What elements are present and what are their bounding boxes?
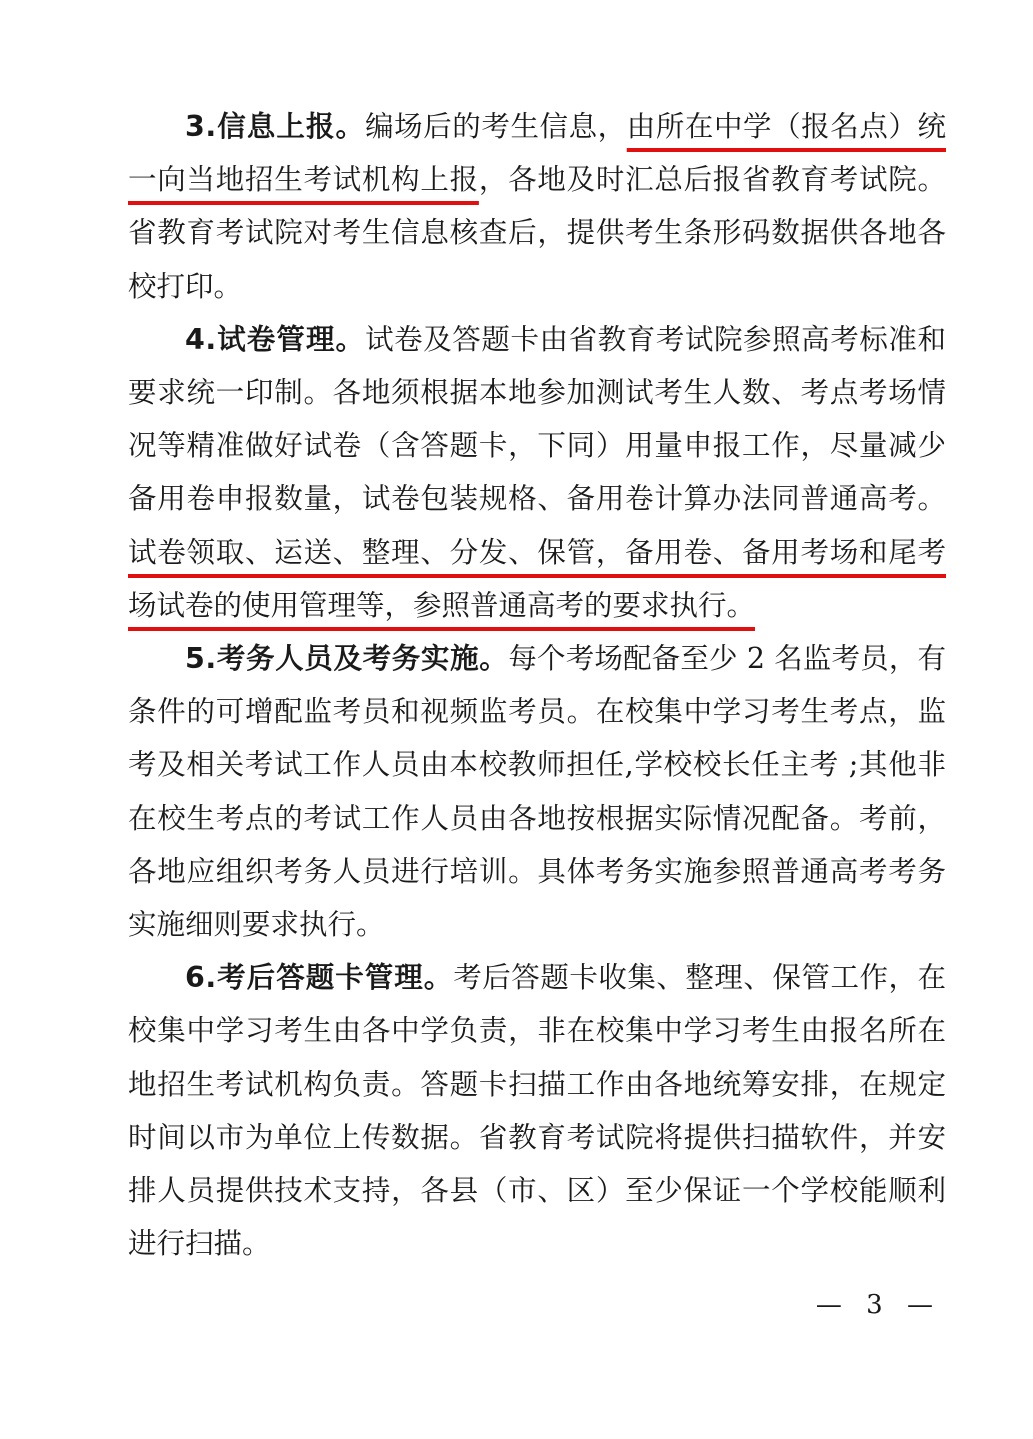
paragraph-text: 考后答题卡收集、整理、保管工作，在校集中学习考生由各中学负责，非在校集中学习考生由报名所在地招生考试机构负责。答题卡扫描工作由各地统筹安排，在规定时间以市为单位上传数据。省教育考试院将提供扫描软件，并安排人员提供技术支持，各县（市、区）至少保证一个学校能顺利进行扫描。 (128, 961, 946, 1261)
page-number: — 3 — (815, 1290, 941, 1320)
paragraph-answer-card (128, 951, 946, 1270)
section-heading: 6.考后答题卡管理。 (185, 961, 454, 995)
section-heading: 5.考务人员及考务实施。 (185, 642, 509, 676)
paragraph-text: ，各地及时汇总后报省教育考试院。省教育考试院对考生信息核查后，提供考生条形码数据供各地各校打印。 (128, 163, 946, 303)
paragraph-info-report (128, 100, 946, 313)
underlined-text: 由所在中学（报名点）统一向当地招生考试机构上报 (128, 110, 946, 197)
paragraph-paper-management (128, 313, 946, 632)
document-body (128, 100, 946, 1270)
section-heading: 3.信息上报。 (185, 110, 366, 143)
section-heading: 4.试卷管理。 (185, 322, 366, 356)
paragraph-text: 试卷及答题卡由省教育考试院参照高考标准和要求统一印制。各地须根据本地参加测试考生人数、考点考场情况等精准做好试卷（含答题卡，下同）用量申报工作，尽量减少备用卷申报数量，试卷包装规格、备用卷计算办法同普通高考。 (128, 322, 946, 516)
paragraph-exam-staff (128, 632, 946, 951)
paragraph-text: 每个考场配备至少 2 名监考员，有条件的可增配监考员和视频监考员。在校集中学习考生考点，监考及相关考试工作人员由本校教师担任,学校校长任主考 ;其他非在校生考点的考试工作人员由各地按根据实际情况配备。考前，各地应组织考务人员进行培训。具体考务实施参照普通高考考务实施细则要求执行。 (128, 642, 946, 942)
underlined-text: 试卷领取、运送、整理、分发、保管，备用卷、备用考场和尾考场试卷的使用管理等，参照普通高考的要求执行。 (128, 535, 946, 622)
paragraph-text: 编场后的考生信息， (365, 110, 627, 143)
